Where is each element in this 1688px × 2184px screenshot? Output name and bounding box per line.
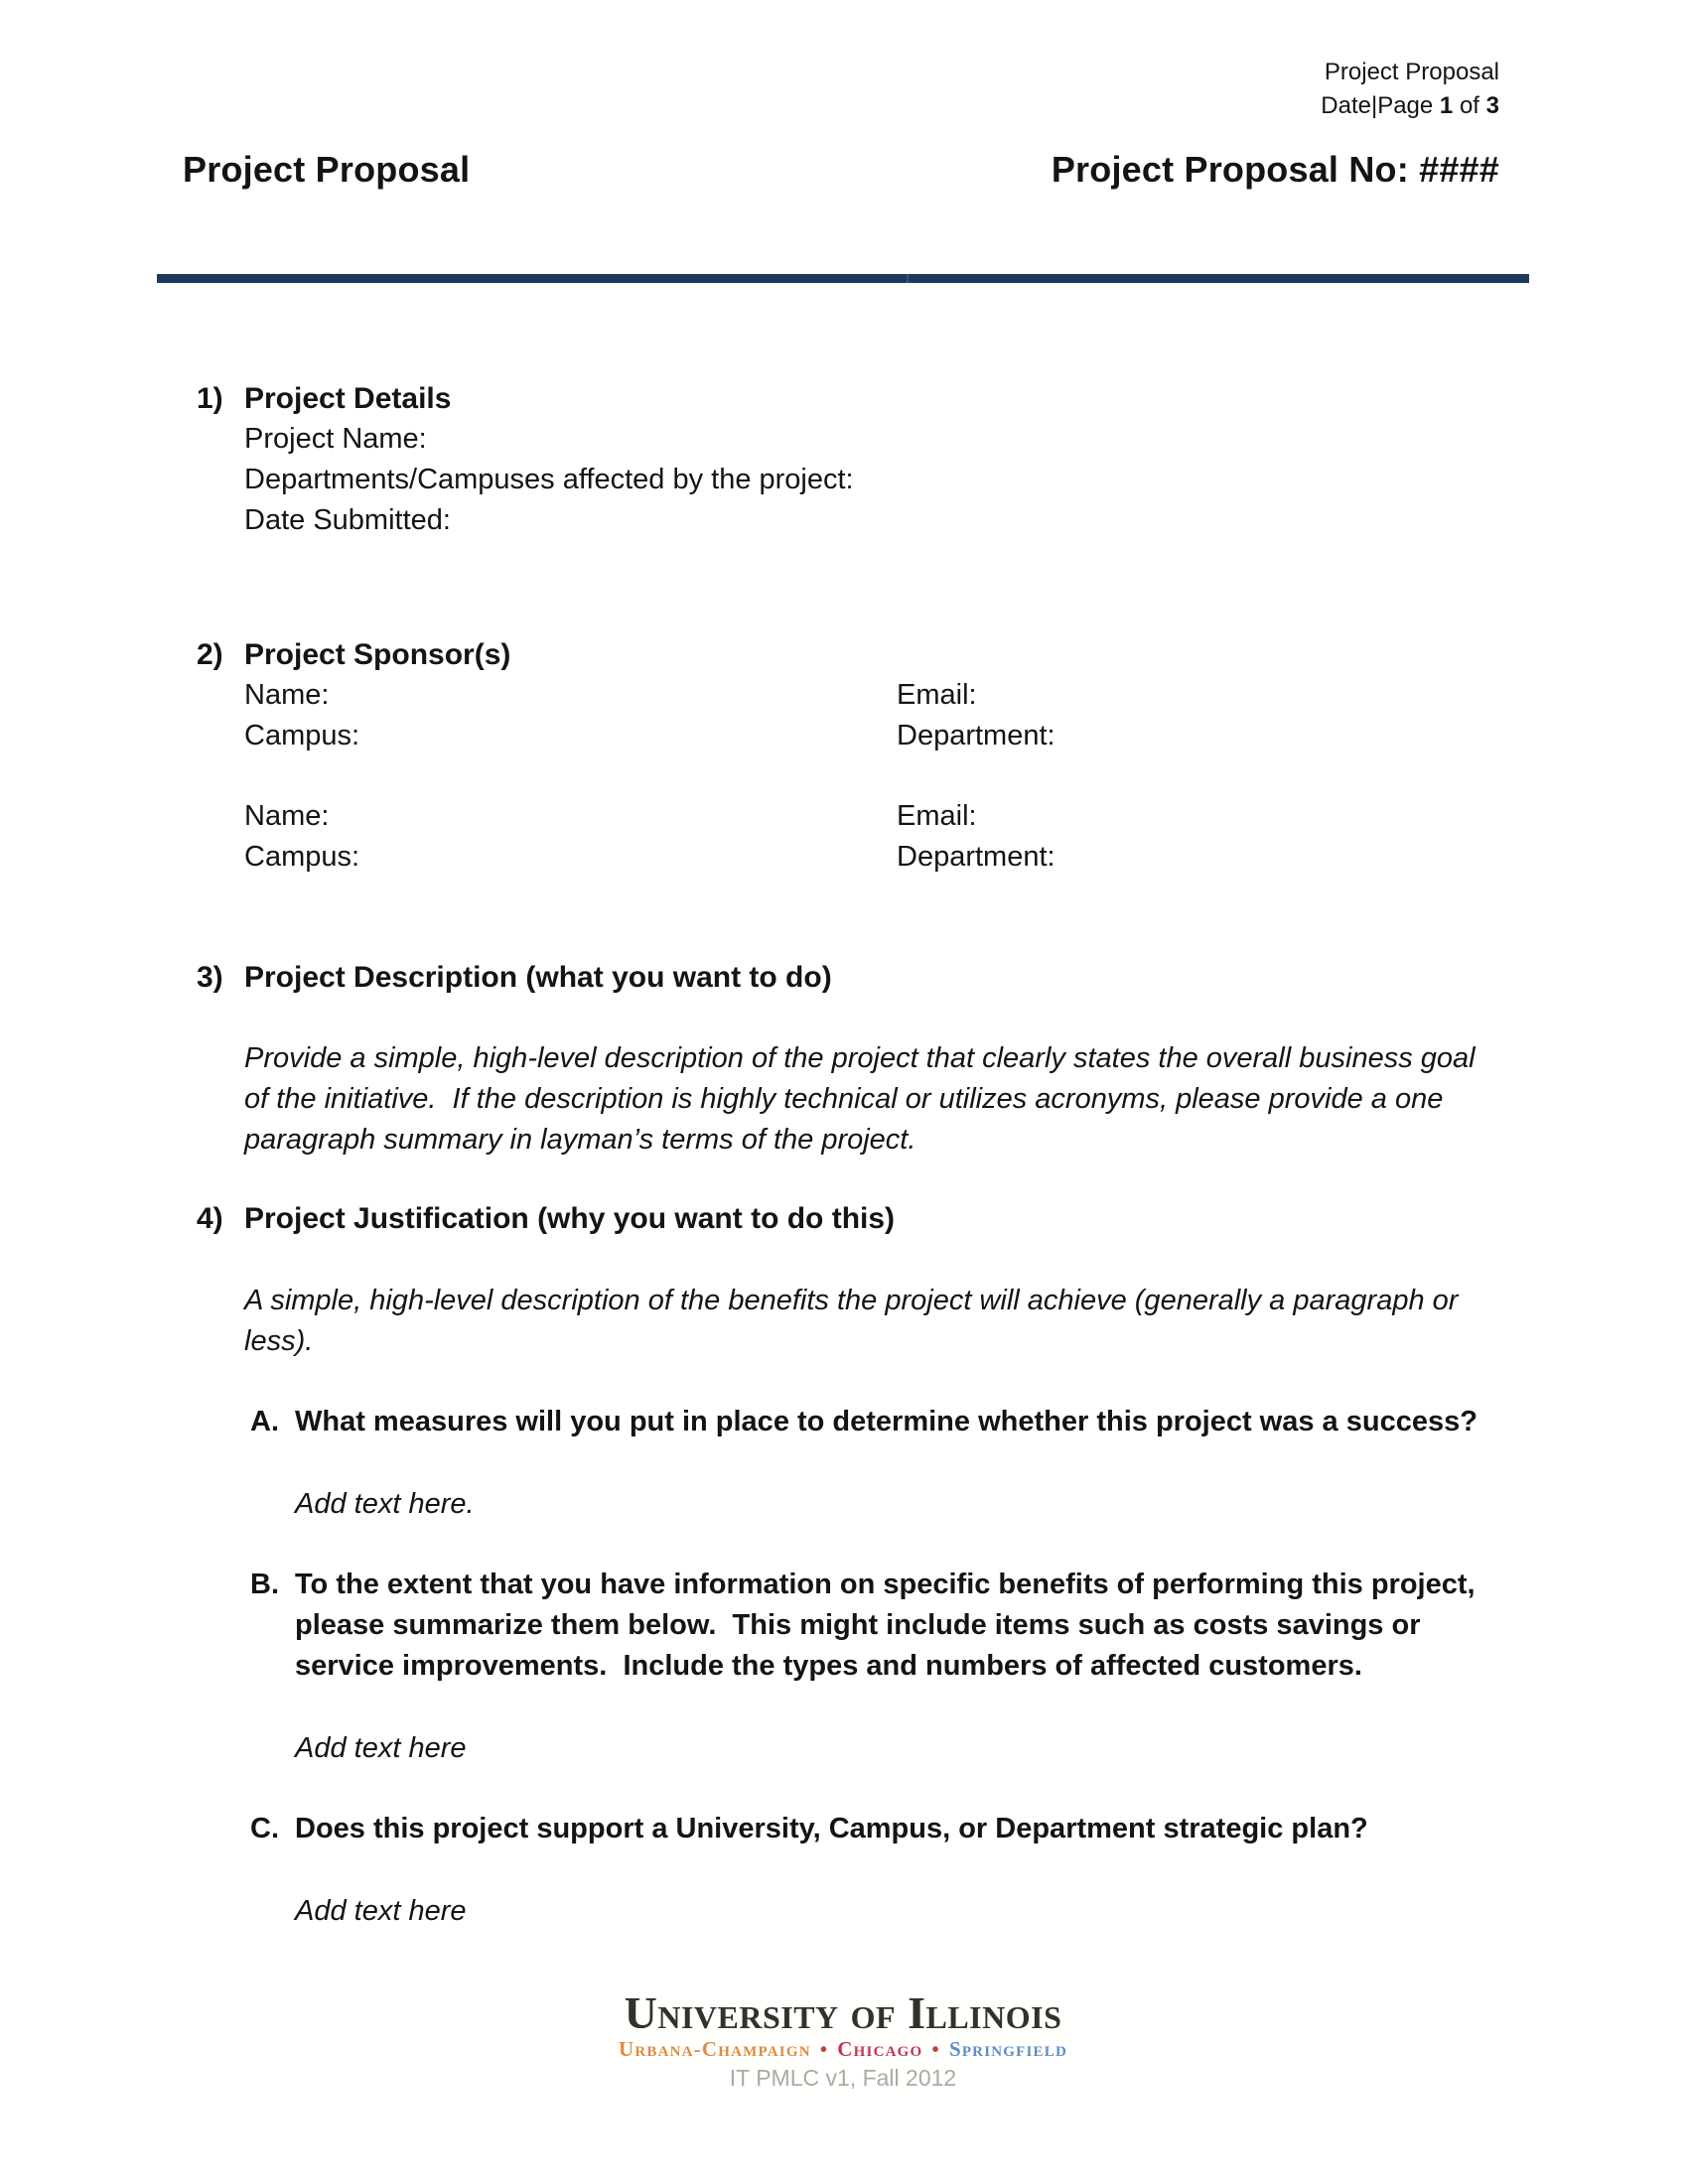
sponsor2-name-label: Name: — [244, 800, 330, 832]
item-letter: B. — [250, 1569, 279, 1600]
page-header — [157, 56, 1529, 123]
item-letter: C. — [250, 1813, 279, 1844]
university-of-illinois-wordmark: University of Illinois — [624, 1987, 1062, 2038]
question-item-b — [250, 1565, 1529, 1687]
section-project-justification — [197, 1198, 1529, 1932]
section-title: Project Description (what you want to do) — [244, 961, 832, 994]
divider-rule-seam — [907, 274, 909, 283]
justification-instructions: A simple, high-level description of the benefits the project will achieve (generally a paragraph or less). — [244, 1285, 1467, 1357]
section-project-details — [197, 378, 1529, 541]
sponsor-block-2 — [244, 796, 1529, 878]
section-title: Project Justification (why you want to do this) — [244, 1202, 896, 1235]
sponsor2-email-label: Email: — [897, 800, 977, 832]
sponsor1-email-label: Email: — [897, 679, 977, 711]
field-date-submitted-label: Date Submitted: — [244, 504, 451, 536]
dot-separator-icon: • — [931, 2037, 940, 2061]
sponsor2-campus-label: Campus: — [244, 841, 360, 873]
sponsor2-department-label: Department: — [897, 841, 1055, 873]
header-date-page-prefix: Date|Page — [1321, 92, 1440, 119]
answer-placeholder-b: Add text here — [295, 1732, 467, 1764]
answer-placeholder-a: Add text here. — [295, 1488, 475, 1520]
divider-rule — [157, 274, 1529, 283]
answer-placeholder-c: Add text here — [295, 1895, 467, 1927]
sponsor-block-1 — [244, 675, 1529, 756]
section-number: 2) — [197, 638, 223, 671]
section-number: 3) — [197, 961, 223, 994]
sponsor1-name-label: Name: — [244, 679, 330, 711]
footer — [157, 1989, 1529, 2093]
sponsor1-campus-label: Campus: — [244, 720, 360, 751]
item-question: What measures will you put in place to determine whether this project was a success? — [295, 1406, 1477, 1437]
section-number: 4) — [197, 1202, 223, 1235]
template-version-note: IT PMLC v1, Fall 2012 — [729, 2065, 957, 2091]
section-title: Project Details — [244, 382, 452, 415]
item-question: Does this project support a University, Campus, or Department strategic plan? — [295, 1813, 1368, 1844]
question-item-a — [250, 1402, 1529, 1442]
campus-urbana-champaign: Urbana-Champaign — [618, 2037, 811, 2061]
title-bar — [157, 149, 1529, 191]
campus-chicago: Chicago — [837, 2037, 923, 2061]
campus-springfield: Springfield — [948, 2037, 1067, 2061]
header-of-word: of — [1453, 92, 1486, 119]
sponsor-spacer — [244, 756, 1529, 796]
document-title: Project Proposal — [183, 149, 471, 190]
header-page-number: 1 — [1439, 92, 1454, 119]
campus-line — [157, 2037, 1529, 2061]
field-departments-label: Departments/Campuses affected by the project: — [244, 464, 854, 495]
section-project-sponsors — [197, 634, 1529, 878]
item-letter: A. — [250, 1406, 279, 1437]
question-item-c — [250, 1809, 1529, 1849]
proposal-number: Project Proposal No: #### — [1051, 149, 1499, 190]
field-project-name-label: Project Name: — [244, 423, 427, 455]
header-doc-type: Project Proposal — [1324, 59, 1499, 85]
section-title: Project Sponsor(s) — [244, 638, 511, 671]
dot-separator-icon: • — [819, 2037, 829, 2061]
header-page-total: 3 — [1485, 92, 1499, 119]
description-instructions: Provide a simple, high-level description of the project that clearly states the overall business goal of the initiative. If the description is highly technical or utilizes acronyms, please provide a one paragraph summary in layman’s terms of the project. — [244, 1042, 1483, 1156]
sponsor1-department-label: Department: — [897, 720, 1055, 751]
section-number: 1) — [197, 382, 223, 415]
section-project-description — [197, 957, 1529, 1160]
item-question: To the extent that you have information on specific benefits of performing this project, please summarize them below. This might include items such as costs savings or service improvements. Include the types and numbers of affected customers. — [295, 1569, 1483, 1682]
